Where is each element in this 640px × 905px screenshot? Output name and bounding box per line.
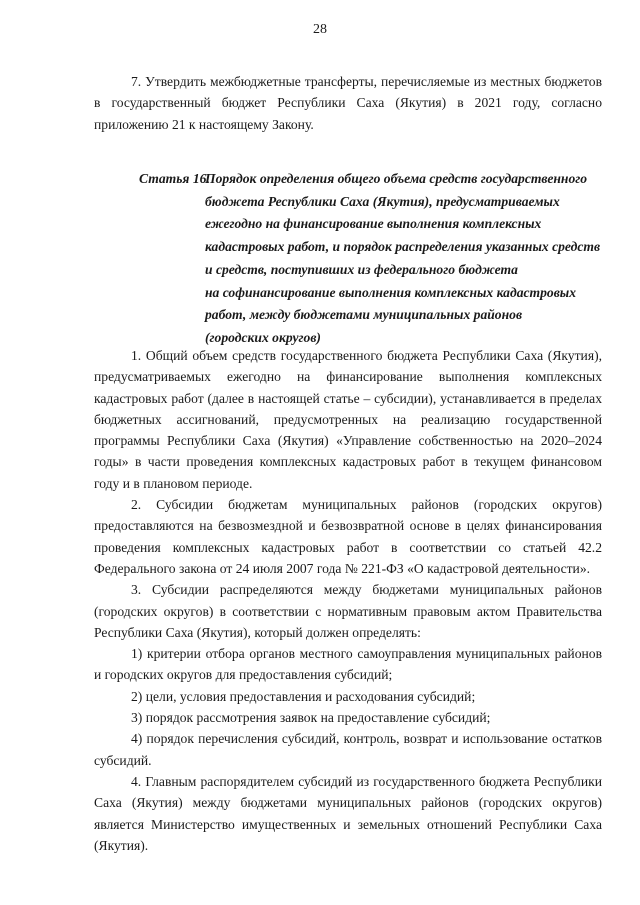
list-item-3: 3) порядок рассмотрения заявок на предоставление субсидий; xyxy=(131,710,491,726)
article-title-line: ежегодно на финансирование выполнения комплексных xyxy=(205,216,542,232)
article-title-line: Порядок определения общего объема средств государственного xyxy=(205,171,588,186)
list-item-4: 4) порядок перечисления субсидий, контроль, возврат и использование остатков субсидий. xyxy=(94,731,602,768)
article-label: Статья 16. xyxy=(139,171,210,186)
paragraph-2: 2. Субсидии бюджетам муниципальных районов (городских округов) предоставляются на безвозмездной и безвозвратной основе в целях финансирования проведения комплексных кадастровых работ в соответствии со статьей 42.2 Федерального закона от 24 июля 2007 года № 221-ФЗ «О кадастровой деятельности». xyxy=(94,497,602,576)
paragraph-item-7 xyxy=(94,71,602,135)
paragraph-4: 4. Главным распорядителем субсидий из государственного бюджета Республики Саха (Якутия) между бюджетами муниципальных районов (городских округов) является Министерство имущественных и земельных отношений Республики Саха (Якутия). xyxy=(94,773,602,853)
paragraph-1: 1. Общий объем средств государственного бюджета Республики Саха (Якутия), предусматриваемых ежегодно на финансирование выполнения комплексных кадастровых работ (далее в настоящей статье – субсидии), устанавливается в пределах бюджетных ассигнований, предусмотренных на реализацию государственной программы Республики Саха (Якутия) «Управление собственностью на 2020–2024 годы» в части проведения комплексных кадастровых работ в текущем финансовом году и в плановом периоде. xyxy=(94,348,602,491)
page-number: 28 xyxy=(313,22,327,37)
list-item-2: 2) цели, условия предоставления и расходования субсидий; xyxy=(131,688,476,704)
paragraph-3: 3. Субсидии распределяются между бюджетами муниципальных районов (городских округов) в соответствии с нормативным правовым актом Правительства Республики Саха (Якутия), который должен определять: xyxy=(94,582,602,640)
article-title-line: и средств, поступивших из федерального бюджета xyxy=(205,261,518,277)
article-title-line: работ, между бюджетами муниципальных районов xyxy=(205,307,523,323)
article-title-line: (городских округов) xyxy=(205,329,321,345)
paragraph-text: 7. Утвердить межбюджетные трансферты, перечисляемые из местных бюджетов в государственный бюджет Республики Саха (Якутия) в 2021 году, согласно приложению 21 к настоящему Закону. xyxy=(94,74,602,132)
article-title-line: кадастровых работ, и порядок распределения указанных средств xyxy=(205,239,601,255)
article-body xyxy=(94,345,602,856)
article-title-line: бюджета Республики Саха (Якутия), предусматриваемых xyxy=(205,193,560,209)
article-title xyxy=(205,168,609,350)
article-title-line: на софинансирование выполнения комплексных кадастровых xyxy=(205,284,577,300)
list-item-1: 1) критерии отбора органов местного самоуправления муниципальных районов и городских округов для предоставления субсидий; xyxy=(94,646,602,683)
article-heading xyxy=(139,168,609,350)
